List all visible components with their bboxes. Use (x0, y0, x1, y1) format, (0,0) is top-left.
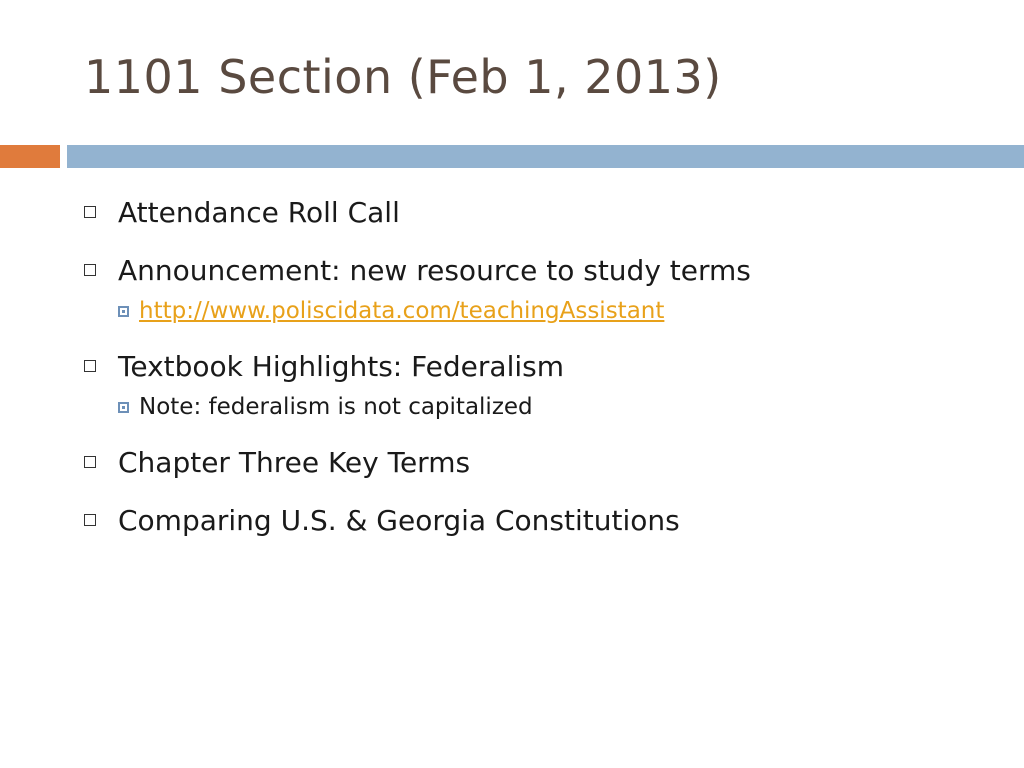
list-item-text: Comparing U.S. & Georgia Constitutions (118, 503, 680, 537)
slide-title: 1101 Section (Feb 1, 2013) (84, 50, 722, 104)
list-item (82, 440, 1002, 484)
list-item (82, 190, 1002, 234)
filled-square-bullet-icon (118, 402, 129, 413)
square-bullet-icon (84, 206, 96, 218)
list-item (82, 498, 1002, 542)
sub-list-item (118, 390, 1002, 424)
list-item (82, 248, 1002, 292)
list-item-text: Chapter Three Key Terms (118, 445, 471, 479)
square-bullet-icon (84, 264, 96, 276)
accent-bar-blue (67, 145, 1024, 168)
list-item-text: Textbook Highlights: Federalism (118, 349, 565, 383)
bullet-list (82, 190, 1002, 556)
resource-link[interactable]: http://www.poliscidata.com/teachingAssistant (139, 298, 665, 324)
list-item-text: Announcement: new resource to study terms (118, 253, 751, 287)
list-item (82, 344, 1002, 388)
list-item-text: Attendance Roll Call (118, 195, 400, 229)
square-bullet-icon (84, 360, 96, 372)
square-bullet-icon (84, 456, 96, 468)
sub-list-item-text: Note: federalism is not capitalized (139, 394, 533, 420)
accent-bar-orange (0, 145, 60, 168)
sub-list-item (118, 294, 1002, 328)
filled-square-bullet-icon (118, 306, 129, 317)
square-bullet-icon (84, 514, 96, 526)
